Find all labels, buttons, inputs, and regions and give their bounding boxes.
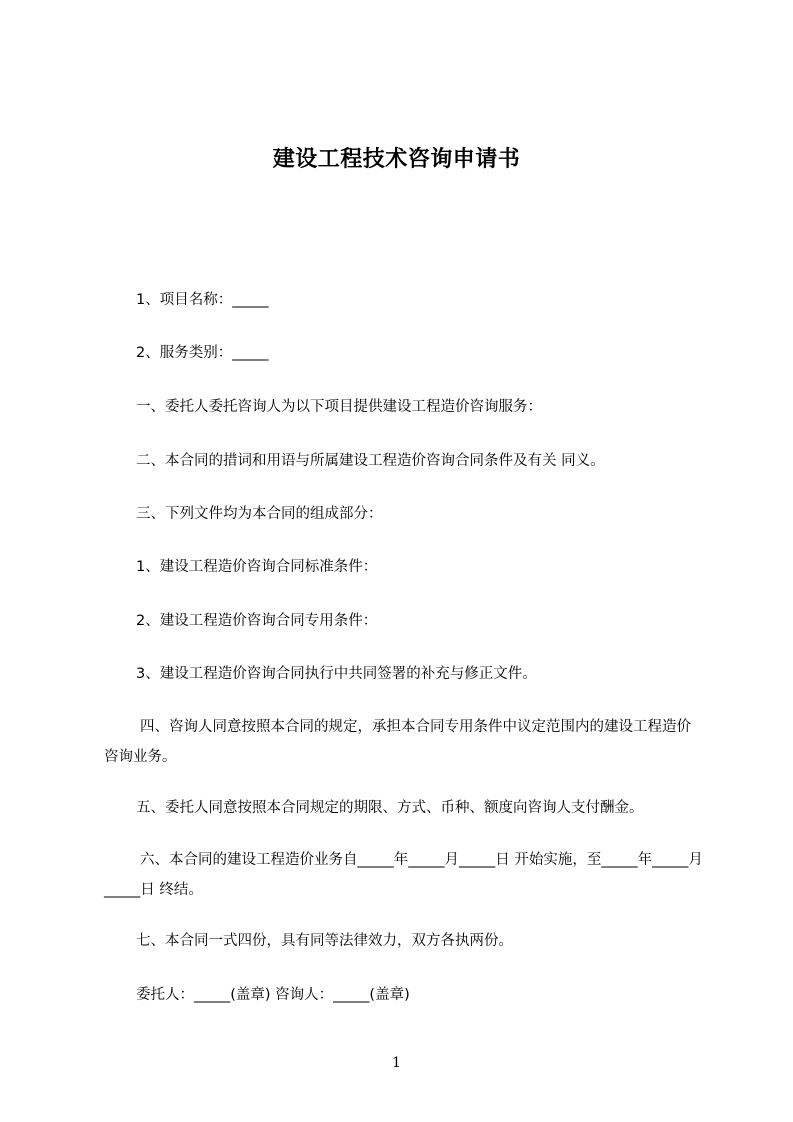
project-name-line: 1、项目名称：_____ bbox=[136, 292, 269, 308]
signature-line: 委托人：_____(盖章) 咨询人：_____(盖章) bbox=[136, 987, 410, 1003]
clause-7: 七、本合同一式四份，具有同等法律效力，双方各执两份。 bbox=[136, 933, 513, 949]
clause-5: 五、委托人同意按照本合同规定的期限、方式、币种、额度向咨询人支付酬金。 bbox=[136, 800, 644, 816]
clause-1: 一、委托人委托咨询人为以下项目提供建设工程造价咨询服务： bbox=[136, 399, 542, 415]
document-list-item-1: 1、建设工程造价咨询合同标准条件： bbox=[136, 559, 378, 575]
clause-4: 四、咨询人同意按照本合同的规定，承担本合同专用条件中议定范围内的建设工程造价咨询业务。 bbox=[104, 719, 691, 765]
page-number: 1 bbox=[392, 1055, 401, 1071]
clause-2: 二、本合同的措词和用语与所属建设工程造价咨询合同条件及有关 同义。 bbox=[136, 453, 605, 469]
document-title: 建设工程技术咨询申请书 bbox=[272, 147, 521, 172]
document-list-item-2: 2、建设工程造价咨询合同专用条件： bbox=[136, 613, 378, 629]
service-type-line: 2、服务类别：_____ bbox=[136, 345, 269, 361]
clause-3: 三、下列文件均为本合同的组成部分： bbox=[136, 506, 383, 522]
clause-6: 六、本合同的建设工程造价业务自_____年_____月_____日 开始实施，至_____年_____月_____日 终结。 bbox=[104, 852, 703, 898]
document-list-item-3: 3、建设工程造价咨询合同执行中共同签署的补充与修正文件。 bbox=[136, 666, 537, 682]
